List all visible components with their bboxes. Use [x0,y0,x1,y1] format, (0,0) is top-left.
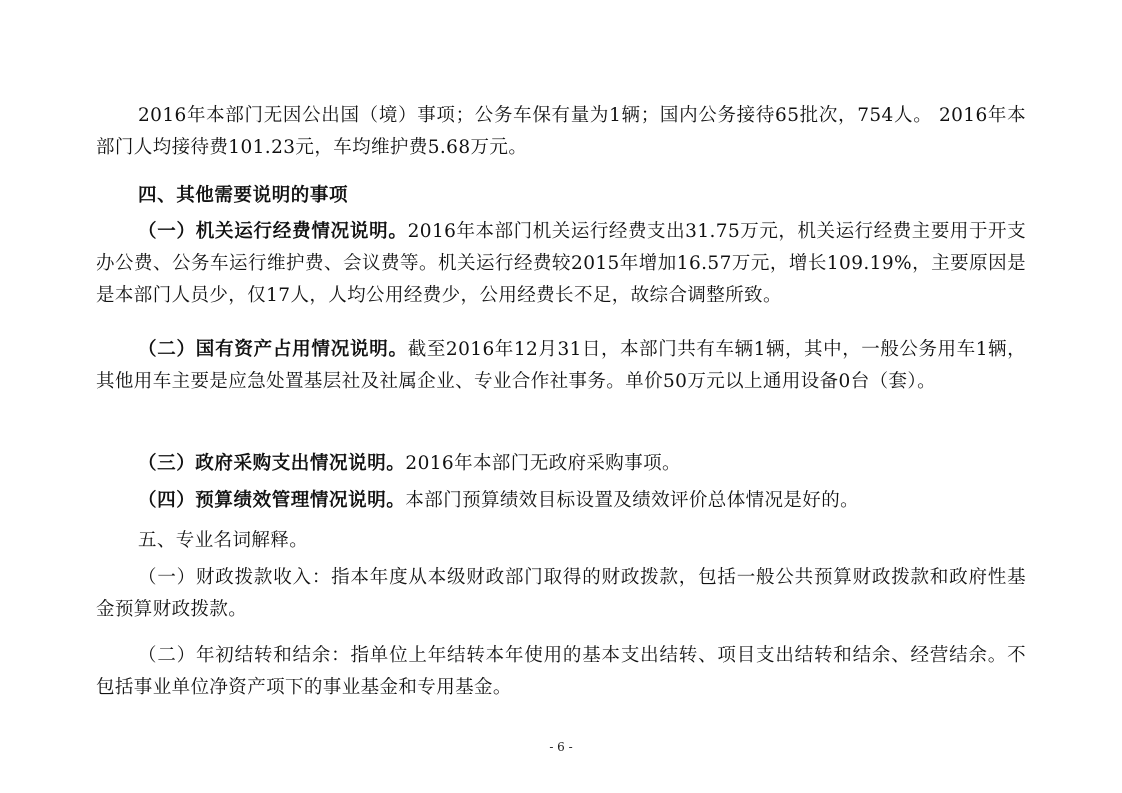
paragraph-lead: （一）机关运行经费情况说明。 [138,221,408,242]
section-heading-other-matters [96,180,1026,212]
paragraph-state-assets [96,334,1026,398]
paragraph-text: （二）年初结转和结余：指单位上年结转本年使用的基本支出结转、项目支出结转和结余、经营结余。不包括事业单位净资产项下的事业基金和专用基金。 [96,645,1026,698]
paragraph-official-reception [96,100,1026,164]
paragraph-lead: （二）国有资产占用情况说明。 [138,339,408,360]
paragraph-lead: （四）预算绩效管理情况说明。 [138,490,406,511]
paragraph-operating-expenses [96,216,1026,312]
page-number: - 6 - [549,740,573,754]
paragraph-carryover [96,640,1026,704]
paragraph-budget-performance [96,485,1026,517]
paragraph-fiscal-appropriation [96,562,1026,626]
paragraph-text: 截至2016年12月31日，本部门共有车辆1辆，其中，一般公务用车1辆，其他用车主要是应急处置基层社及社属企业、专业合作社事务。单价50万元以上通用设备0台（套）。 [96,339,1027,392]
paragraph-text: （一）财政拨款收入：指本年度从本级财政部门取得的财政拨款，包括一般公共预算财政拨款和政府性基金预算财政拨款。 [96,567,1026,620]
heading-text: 五、专业名词解释。 [138,530,309,551]
paragraph-text: 2016年本部门机关运行经费支出31.75万元，机关运行经费主要用于开支办公费、公务车运行维护费、会议费等。机关运行经费较2015年增加16.57万元，增长109.19%，主要原因是是本部门人员少，仅17人，人均公用经费少，公用经费长不足，故综合调整所致。 [96,221,1026,306]
paragraph-text: 本部门预算绩效目标设置及绩效评价总体情况是好的。 [405,490,860,511]
paragraph-text: 2016年本部门无政府采购事项。 [405,453,681,474]
paragraph-lead: （三）政府采购支出情况说明。 [138,453,406,474]
heading-text: 四、其他需要说明的事项 [138,185,349,206]
paragraph-text: 2016年本部门无因公出国（境）事项；公务车保有量为1辆；国内公务接待65批次，754人。 2016年本部门人均接待费101.23元，车均维护费5.68万元。 [96,105,1026,158]
section-heading-terms [96,525,1026,557]
paragraph-government-procurement [96,448,1026,480]
